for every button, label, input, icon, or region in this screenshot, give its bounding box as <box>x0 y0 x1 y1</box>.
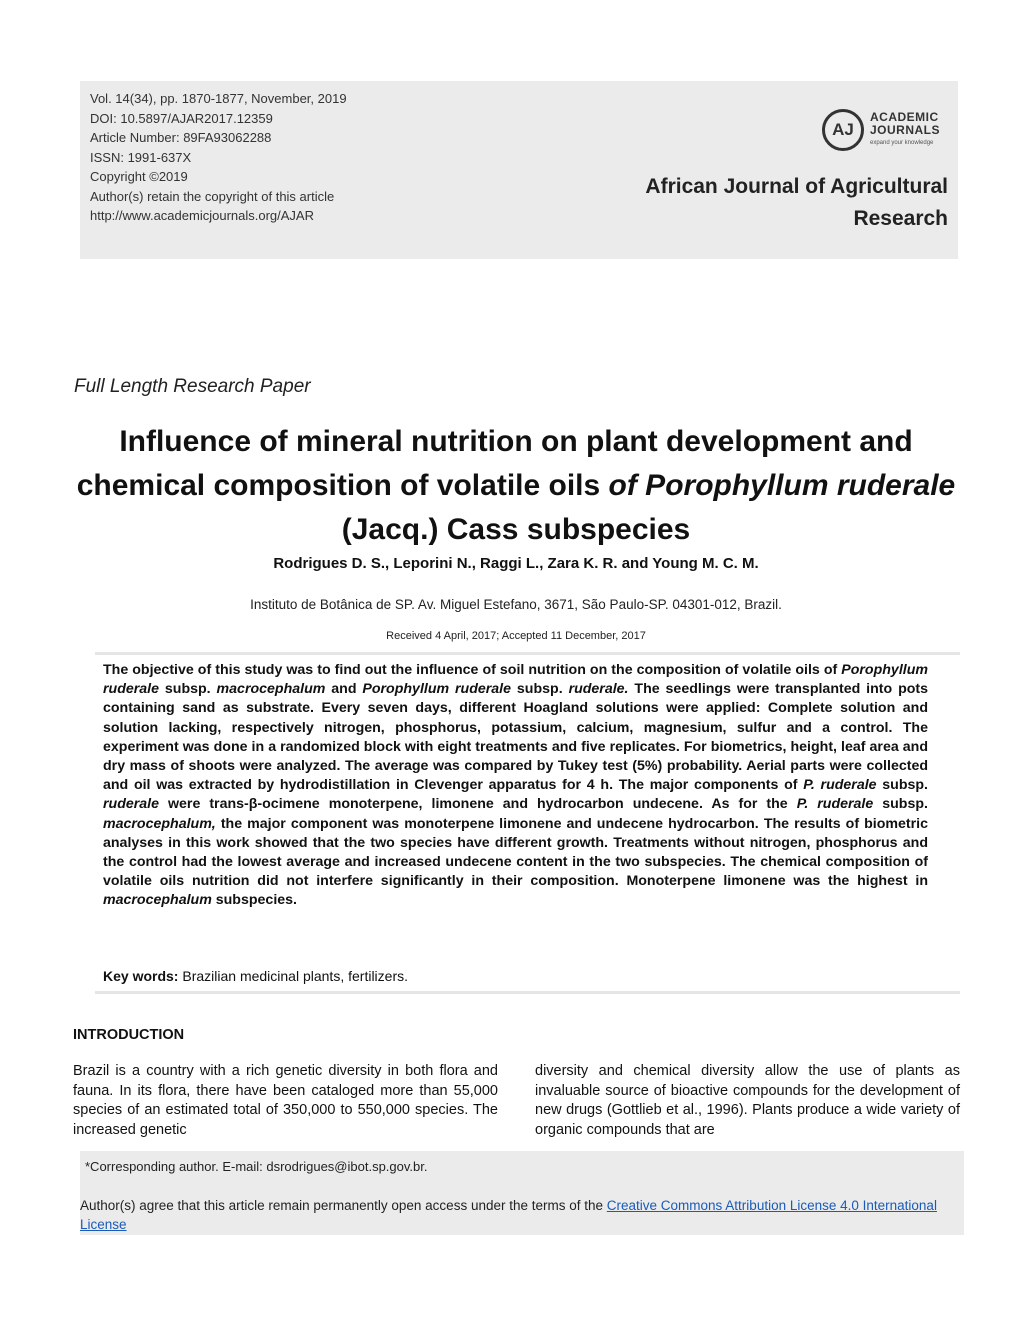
journal-header <box>80 81 958 259</box>
abstract <box>103 661 928 911</box>
abstract-italic: ruderale <box>103 796 159 813</box>
abstract-italic: macrocephalum <box>103 892 212 909</box>
abstract-italic: P. ruderale <box>796 796 874 813</box>
article-metadata <box>90 89 347 226</box>
abstract-text: were trans-β-ocimene monoterpene, limonene and hydrocarbon undecene. As for the <box>159 796 797 813</box>
paper-title <box>60 420 972 552</box>
abstract-italic: macrocephalum <box>216 681 326 698</box>
logo-tagline: expand your knowledge <box>869 139 934 146</box>
abstract-italic: Porophyllum ruderale <box>103 662 928 698</box>
intro-column-left: Brazil is a country with a rich genetic diversity in both flora and fauna. In its flora, there have been cataloged more than 55,000 species of an estimated total of 350,000 to 550,000 species. The increased genetic <box>73 1063 498 1138</box>
doi-line: DOI: 10.5897/AJAR2017.12359 <box>90 110 273 126</box>
title-part1: Influence of mineral nutrition on plant development and chemical composition of volatile oils <box>76 425 913 502</box>
abstract-italic: Porophyllum ruderale <box>362 681 512 698</box>
affiliation: Instituto de Botânica de SP. Av. Miguel Estefano, 3671, São Paulo-SP. 04301-012, Brazil. <box>250 597 782 612</box>
article-number-line: Article Number: 89FA93062288 <box>90 130 272 145</box>
abstract-text: subsp. <box>876 777 928 794</box>
keywords-label: Key words: <box>103 968 179 984</box>
logo-text <box>870 111 940 150</box>
journal-name <box>645 171 948 235</box>
license-link[interactable]: Creative Commons Attribution License 4.0 International License <box>80 1198 937 1232</box>
abstract-italic: macrocephalum, <box>103 815 216 832</box>
abstract-text: the major component was monoterpene limonene and undecene hydrocarbon. The results of biometric analyses in this work showed that the two species have different growth. Treatments without nitrogen, phosphorus and the control had the lowest average and increased undecene content in the two subspecies. The chemical composition of volatile oils nutrition did not interfere significantly in their composition. Monoterpene limonene was the highest in <box>103 815 928 890</box>
abstract-text: subspecies. <box>211 892 297 909</box>
aj-logo-icon: AJ <box>822 109 864 151</box>
license-statement <box>80 1196 964 1234</box>
abstract-italic: ruderale. <box>568 681 629 698</box>
corresponding-author: *Corresponding author. E-mail: dsrodrigues@ibot.sp.gov.br. <box>85 1159 428 1174</box>
abstract-text: subsp. <box>511 681 569 698</box>
rights-line: Author(s) retain the copyright of this article <box>90 188 335 204</box>
issn-line: ISSN: 1991-637X <box>90 149 192 165</box>
footer-notes <box>80 1151 964 1235</box>
journal-name-line2: Research <box>853 207 948 230</box>
section-heading-introduction: INTRODUCTION <box>73 1027 185 1043</box>
divider-bottom <box>95 991 960 994</box>
divider-top <box>95 652 960 655</box>
logo-line1: ACADEMIC <box>869 109 939 124</box>
abstract-italic: P. ruderale <box>803 777 877 794</box>
paper-type: Full Length Research Paper <box>74 376 311 397</box>
volume-line: Vol. 14(34), pp. 1870-1877, November, 2019 <box>90 91 347 106</box>
abstract-text: The objective of this study was to find out the influence of soil nutrition on the composition of volatile oils of <box>103 662 842 678</box>
academic-journals-logo <box>822 109 940 151</box>
abstract-text: and <box>325 681 363 698</box>
keywords-value: Brazilian medicinal plants, fertilizers. <box>178 968 408 984</box>
abstract-text: subsp. <box>873 796 928 813</box>
journal-url[interactable]: http://www.academicjournals.org/AJAR <box>90 208 314 223</box>
abstract-text: The seedlings were transplanted into pots containing sand as substrate. Every seven days, different Hoagland solutions were applied: Complete solution and solution lacking, respectively nitrogen, phosphorus, potassium, calcium, magnesium, sulfur and a control. The experiment was done in a randomized block with eight treatments and five replicates. For biometrics, height, leaf area and dry mass of shoots were analyzed. The average was compared by Tukey test (5%) probability. Aerial parts were collected and oil was extracted by hydrodistillation in Clevenger apparatus for 4 h. The major components of <box>103 681 929 794</box>
journal-name-line1: African Journal of Agricultural <box>645 175 948 198</box>
abstract-text: subsp. <box>159 681 217 698</box>
title-part2: (Jacq.) Cass subspecies <box>341 513 691 546</box>
title-italic: of Porophyllum ruderale <box>608 469 956 502</box>
authors: Rodrigues D. S., Leporini N., Raggi L., Zara K. R. and Young M. C. M. <box>273 555 759 572</box>
intro-column-right: diversity and chemical diversity allow the use of plants as invaluable source of bioactive compounds for the development of new drugs (Gottlieb et al., 1996). Plants produce a wide variety of organic compounds that are <box>535 1063 960 1138</box>
keywords <box>103 968 408 984</box>
license-text: Author(s) agree that this article remain permanently open access under the terms of the <box>80 1198 607 1213</box>
received-dates: Received 4 April, 2017; Accepted 11 December, 2017 <box>386 630 646 642</box>
logo-line2: JOURNALS <box>869 122 940 137</box>
copyright-line: Copyright ©2019 <box>90 169 188 184</box>
